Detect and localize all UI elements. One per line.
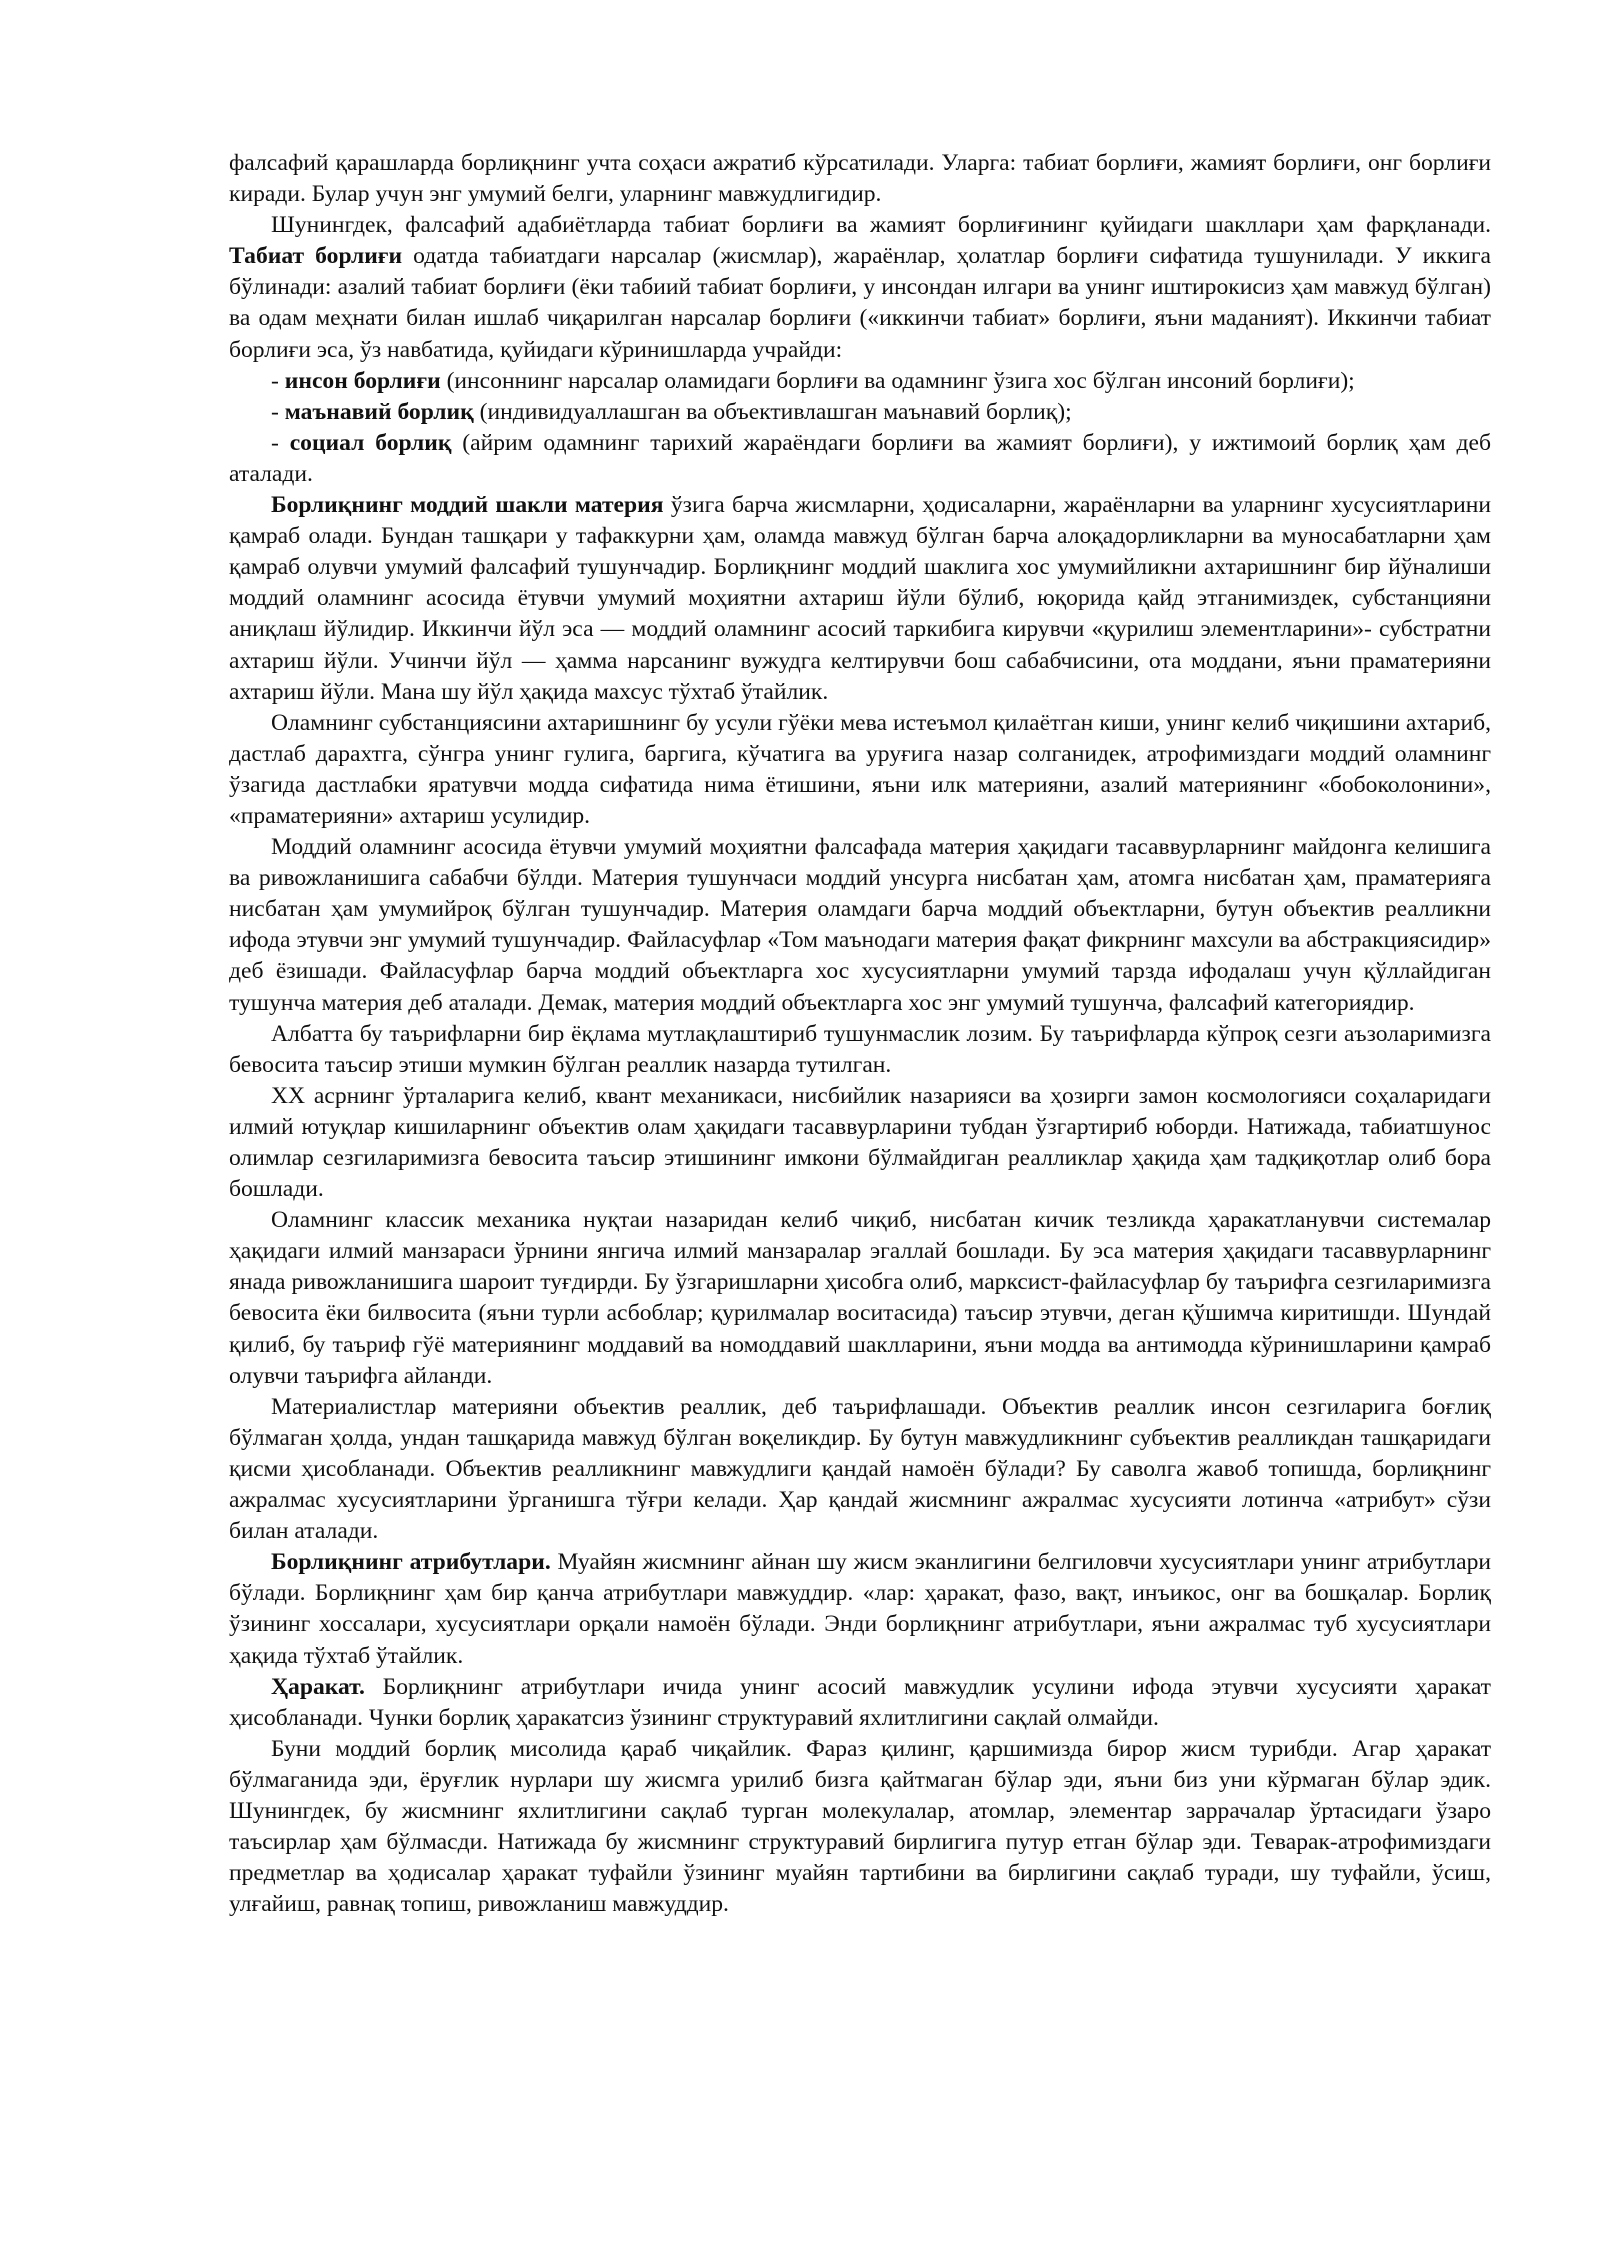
paragraph-11 bbox=[229, 1392, 1491, 1547]
paragraph-8 bbox=[229, 1019, 1491, 1081]
paragraph-text: Материалистлар материяни объектив реаллик, деб таърифлашади. Объектив реаллик инсон сезгиларига боғлиқ бўлмаган ҳолда, ундан ташқарида мавжуд бўлган воқеликдир. Бу бутун мавжудликнинг субъектив реалликдан ташқаридаги қисми ҳисобланади. Объектив реалликнинг мавжудлиги қандай намоён бўлади? Бу саволга жавоб топишда, борлиқнинг ажралмас хусусиятларини ўрганишга тўғри келади. Ҳар қандай жисмнинг ажралмас хусусияти лотинча «атрибут» сўзи билан аталади. bbox=[229, 1393, 1491, 1545]
paragraph-text: Муайян жисмнинг айнан шу жисм эканлигини белгиловчи хусусиятлари унинг атрибутлари бўлади. Борлиқнинг ҳам бир қанча атрибутлари мавжуддир. «лар: ҳаракат, фазо, вақт, инъикос, онг ва бошқалар. Борлиқ ўзининг хоссалари, хусусиятлари орқали намоён бўлади. Энди борлиқнинг атрибутлари, яъни ажралмас туб хусусиятлари ҳақида тўхтаб ўтайлик. bbox=[229, 1549, 1492, 1669]
paragraph-14 bbox=[229, 1734, 1491, 1921]
paragraph-text: Шунингдек, фалсафий адабиётларда табиат борлиғи ва жамият борлиғининг қуйидаги шакллари ҳам фарқланади. bbox=[271, 212, 1491, 239]
paragraph-7 bbox=[229, 832, 1491, 1019]
paragraph-10 bbox=[229, 1205, 1491, 1392]
paragraph-5 bbox=[229, 490, 1491, 708]
document-page bbox=[229, 148, 1491, 1920]
paragraph-9 bbox=[229, 1081, 1491, 1205]
paragraph-text: одатда табиатдаги нарсалар (жисмлар), жараёнлар, ҳолатлар борлиғи сифатида тушунилади. У иккига бўлинади: азалий табиат борлиғи (ёки табиий табиат борлиғи, у инсондан илгари ва унинг иштирокисиз ҳам мавжуд бўлган) ва одам меҳнати билан ишлаб чиқарилган нарсалар борлиғи («иккинчи табиат» борлиғи, яъни маданият). Иккинчи табиат борлиғи эса, ўз навбатида, қуйидаги кўринишларда учрайди: bbox=[229, 243, 1491, 363]
list-item-1 bbox=[229, 366, 1491, 397]
paragraph-6 bbox=[229, 708, 1491, 832]
list-item-2 bbox=[229, 397, 1491, 428]
paragraph-text: фалсафий қарашларда борлиқнинг учта соҳаси ажратиб кўрсатилади. Уларга: табиат борлиғи, жамият борлиғи, онг борлиғи киради. Булар учун энг умумий белги, уларнинг мавжудлигидир. bbox=[229, 150, 1491, 208]
paragraph-1 bbox=[229, 210, 1491, 365]
bold-term: Ҳаракат. bbox=[271, 1673, 365, 1700]
paragraph-text: Оламнинг субстанциясини ахтаришнинг бу усули гўёки мева истеъмол қилаётган киши, унинг келиб чиқишини ахтариб, дастлаб дарахтга, сўнгра унинг гулига, баргига, кўчатига ва уруғига назар солганидек, атрофимиздаги моддий оламнинг ўзагида дастлабки яратувчи модда сифатида нима ётишини, яъни илк материяни, азалий материянинг «бобоколонини», «праматерияни» ахтариш усулидир. bbox=[229, 709, 1491, 829]
paragraph-0 bbox=[229, 148, 1491, 210]
paragraph-text: XX асрнинг ўрталарига келиб, квант механикаси, нисбийлик назарияси ва ҳозирги замон космологияси соҳаларидаги илмий ютуқлар кишиларнинг объектив олам ҳақидаги тасаввурларини тубдан ўзгартириб юборди. Натижада, табиатшунос олимлар сезгиларимизга бевосита таъсир этишининг имкони бўлмайдиган реалликлар ҳақида ҳам тадқиқотлар олиб бора бошлади. bbox=[229, 1082, 1491, 1203]
bold-term: инсон борлиғи bbox=[284, 367, 441, 394]
paragraph-13 bbox=[229, 1672, 1491, 1734]
paragraph-text: Буни моддий борлиқ мисолида қараб чиқайлик. Фараз қилинг, қаршимизда бирор жисм турибди. Агар ҳаракат бўлмаганида эди, ёруғлик нурлари шу жисмга урилиб бизга қайтмаган бўлар эди, яъни биз уни кўрмаган бўлар эдик. Шунингдек, бу жисмнинг яхлитлигини сақлаб турган молекулалар, атомлар, элементар заррачалар ўртасидаги ўзаро таъсирлар ҳам бўлмасди. Натижада бу жисмнинг структуравий бирлигига путур етган бўлар эди. Теварак-атрофимиздаги предметлар ва ҳодисалар ҳаракат туфайли ўзининг муайян тартибини ва бирлигини сақлаб туради, шу туфайли, ўсиш, улғайиш, равнақ топиш, ривожланиш мавжуддир. bbox=[229, 1735, 1491, 1918]
list-dash: - bbox=[271, 429, 290, 456]
list-dash: - bbox=[271, 367, 285, 394]
paragraph-text: (айрим одамнинг тарихий жараёндаги борлиғи ва жамият борлиғи), у ижтимоий борлиқ ҳам деб аталади. bbox=[229, 429, 1491, 487]
paragraph-text: Моддий оламнинг асосида ётувчи умумий моҳиятни фалсафада материя ҳақидаги тасаввурларнинг майдонга келишига ва ривожланишига сабабчи бўлди. Материя тушунчаси моддий унсурга нисбатан ҳам, атомга нисбатан ҳам, праматерияга нисбатан ҳам умумийроқ бўлган тушунчадир. Материя оламдаги барча моддий объектларни, бутун объектив реалликни ифода этувчи энг умумий тушунчадир. Файласуфлар «Том маънодаги материя фақат фикрнинг махсули ва абстракциясидир» деб ёзишади. Файласуфлар барча моддий объектларга хос хусусиятларни умумий тарзда ифодалаш учун қўллайдиган тушунча материя деб аталади. Демак, материя моддий объектларга хос энг умумий тушунча, фалсафий категориядир. bbox=[229, 834, 1491, 1016]
paragraph-text: ўзига барча жисмларни, ҳодисаларни, жараёнларни ва уларнинг хусусиятларини қамраб олади. Бундан ташқари у тафаккурни ҳам, оламда мавжуд бўлган барча алоқадорликларни ва муносабатларни ҳам қамраб олувчи умумий фалсафий тушунчадир. Борлиқнинг моддий шаклига хос умумийликни ахтаришнинг бир йўналиши моддий оламнинг асосида ётувчи умумий моҳиятни ахтариш йўли бўлиб, юқорида қайд этганимиздек, субстанцияни аниқлаш йўлидир. Иккинчи йўл эса — моддий оламнинг асосий таркибига кирувчи «қурилиш элементларини»- субстратни ахтариш йўли. Учинчи йўл — ҳамма нарсанинг вужудга келтирувчи бош сабабчисини, ота моддани, яъни праматерияни ахтариш йўли. Мана шу йўл ҳақида махсус тўхтаб ўтайлик. bbox=[229, 492, 1491, 705]
bold-term: социал борлиқ bbox=[289, 429, 452, 456]
paragraph-text: Оламнинг классик механика нуқтаи назаридан келиб чиқиб, нисбатан кичик тезликда ҳаракатланувчи системалар ҳақидаги илмий манзараси ўрнини янгича илмий манзаралар эгаллай бошлади. Бу эса материя ҳақидаги тасаввурларнинг янада ривожланишига шароит туғдирди. Бу ўзгаришларни ҳисобга олиб, марксист-файласуфлар бу таърифга сезгиларимизга бевосита ёки билвосита (яъни турли асбоблар; қурилмалар воситасида) таъсир этувчи, деган қўшимча киритишди. Шундай қилиб, бу таъриф гўё материянинг моддавий ва номоддавий шаклларини, яъни модда ва антимодда кўринишларини қамраб олувчи таърифга айланди. bbox=[229, 1207, 1491, 1389]
bold-term: Табиат борлиғи bbox=[229, 243, 403, 270]
bold-term: маънавий борлиқ bbox=[284, 398, 474, 425]
list-item-3 bbox=[229, 428, 1491, 490]
bold-term: Борлиқнинг моддий шакли материя bbox=[271, 492, 664, 519]
bold-term: Борлиқнинг атрибутлари. bbox=[271, 1549, 551, 1576]
paragraph-text: Борлиқнинг атрибутлари ичида унинг асосий мавжудлик усулини ифода этувчи хусусияти ҳаракат ҳисобланади. Чунки борлиқ ҳаракатсиз ўзининг структуравий яхлитлигини сақлай олмайди. bbox=[229, 1673, 1491, 1731]
paragraph-text: Албатта бу таърифларни бир ёқлама мутлақлаштириб тушунмаслик лозим. Бу таърифларда кўпроқ сезги аъзоларимизга бевосита таъсир этиши мумкин бўлган реаллик назарда тутилган. bbox=[229, 1020, 1491, 1078]
paragraph-12 bbox=[229, 1547, 1491, 1671]
paragraph-text: (индивидуаллашган ва объективлашган маънавий борлиқ); bbox=[473, 398, 1072, 425]
paragraph-text: (инсоннинг нарсалар оламидаги борлиғи ва одамнинг ўзига хос бўлган инсоний борлиғи); bbox=[440, 367, 1355, 394]
list-dash: - bbox=[271, 398, 285, 425]
